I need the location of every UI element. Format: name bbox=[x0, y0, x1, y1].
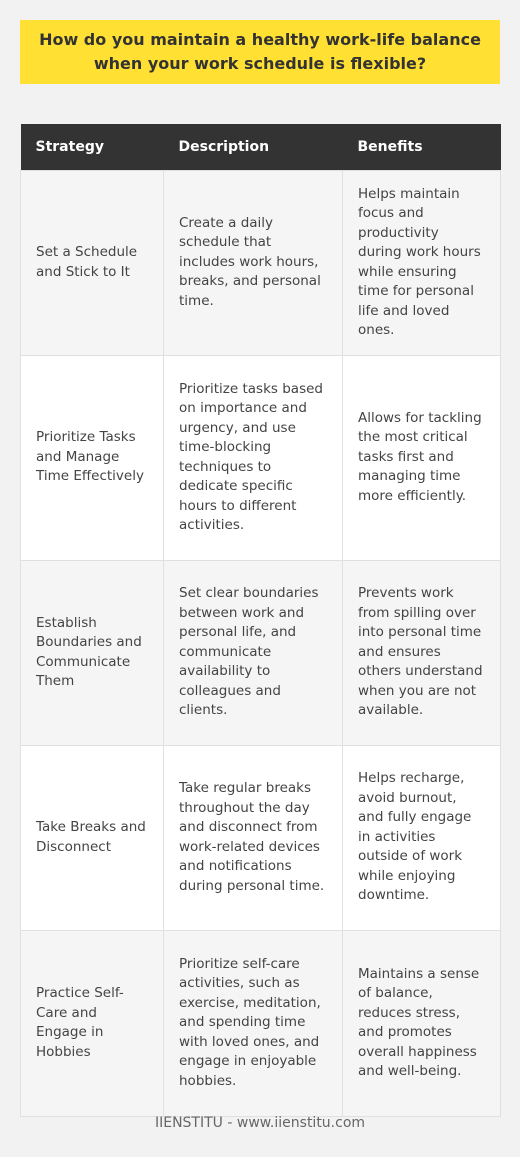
benefits-cell: Prevents work from spilling over into personal time and ensures others understand when you are not available. bbox=[343, 560, 501, 745]
table-header-row bbox=[21, 124, 501, 170]
description-cell: Prioritize self-care activities, such as exercise, meditation, and spending time with loved ones, and engage in enjoyable hobbies. bbox=[164, 930, 343, 1116]
description-cell: Create a daily schedule that includes work hours, breaks, and personal time. bbox=[164, 170, 343, 355]
strategy-table bbox=[20, 124, 501, 1117]
header-description: Description bbox=[164, 124, 343, 170]
table-row bbox=[21, 930, 501, 1116]
header-strategy: Strategy bbox=[21, 124, 164, 170]
question-text: How do you maintain a healthy work-life balance when your work schedule is flexible? bbox=[39, 30, 481, 73]
benefits-cell: Helps recharge, avoid burnout, and fully engage in activities outside of work while enjoying downtime. bbox=[343, 745, 501, 930]
table-row bbox=[21, 745, 501, 930]
benefits-cell: Allows for tackling the most critical tasks first and managing time more efficiently. bbox=[343, 355, 501, 560]
question-banner bbox=[20, 20, 500, 84]
header-benefits: Benefits bbox=[343, 124, 501, 170]
benefits-cell: Helps maintain focus and productivity during work hours while ensuring time for personal life and loved ones. bbox=[343, 170, 501, 355]
description-cell: Set clear boundaries between work and personal life, and communicate availability to colleagues and clients. bbox=[164, 560, 343, 745]
strategy-cell: Set a Schedule and Stick to It bbox=[21, 170, 164, 355]
strategy-cell: Prioritize Tasks and Manage Time Effectively bbox=[21, 355, 164, 560]
description-cell: Prioritize tasks based on importance and urgency, and use time-blocking techniques to dedicate specific hours to different activities. bbox=[164, 355, 343, 560]
description-cell: Take regular breaks throughout the day and disconnect from work-related devices and notifications during personal time. bbox=[164, 745, 343, 930]
table-row bbox=[21, 170, 501, 355]
table-row bbox=[21, 355, 501, 560]
strategy-table-container bbox=[20, 124, 500, 1117]
strategy-cell: Take Breaks and Disconnect bbox=[21, 745, 164, 930]
strategy-cell: Establish Boundaries and Communicate Them bbox=[21, 560, 164, 745]
table-row bbox=[21, 560, 501, 745]
footer-credit: IIENSTITU - www.iienstitu.com bbox=[154, 1115, 366, 1131]
benefits-cell: Maintains a sense of balance, reduces stress, and promotes overall happiness and well-being. bbox=[343, 930, 501, 1116]
strategy-cell: Practice Self-Care and Engage in Hobbies bbox=[21, 930, 164, 1116]
